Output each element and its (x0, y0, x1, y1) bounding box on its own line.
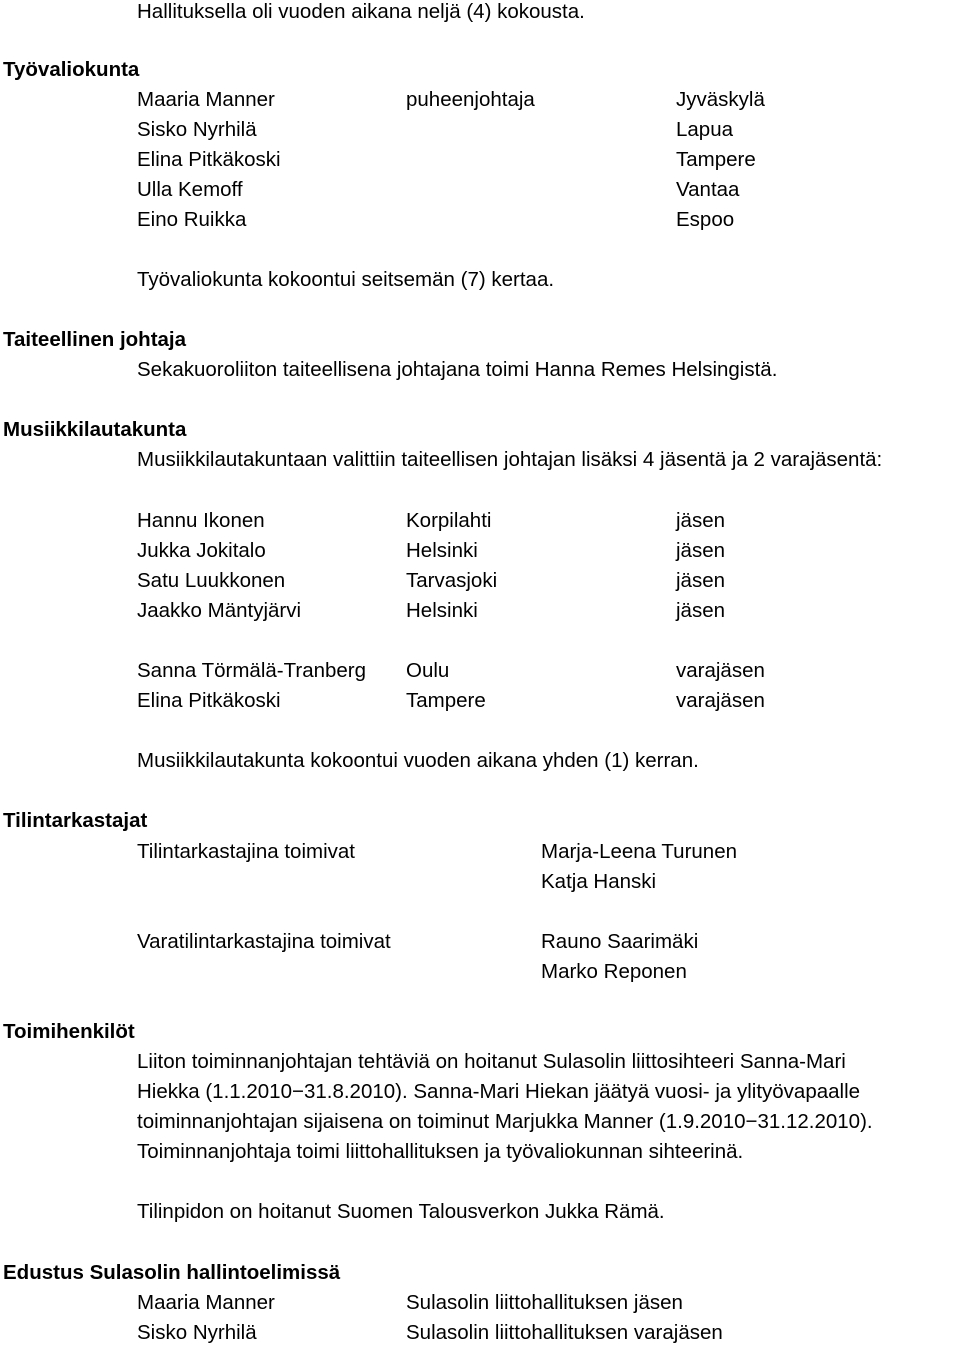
musiikki-note: Musiikkilautakunta kokoontui vuoden aikana yhden (1) kerran. (137, 749, 699, 772)
toimihenkilot-paragraph-line: toiminnanjohtajan sijaisena on toiminut Marjukka Manner (1.9.2010−31.12.2010). (137, 1110, 873, 1133)
deputy-auditor-name: Rauno Saarimäki (541, 930, 699, 953)
tyovaliokunta-member-name: Sisko Nyrhilä (137, 118, 257, 141)
edustus-role: Sulasolin liittohallituksen jäsen (406, 1291, 683, 1314)
musiikki-deputy-role: varajäsen (676, 689, 765, 712)
edustus-name: Maaria Manner (137, 1291, 275, 1314)
edustus-heading: Edustus Sulasolin hallintoelimissä (3, 1261, 341, 1284)
tyovaliokunta-member-name: Maaria Manner (137, 88, 275, 111)
musiikki-member-role: jäsen (676, 599, 726, 622)
tyovaliokunta-member-name: Elina Pitkäkoski (137, 148, 281, 171)
musiikki-deputy-role: varajäsen (676, 659, 765, 682)
musiikki-member-name: Jaakko Mäntyjärvi (137, 599, 302, 622)
musiikki-member-city: Korpilahti (406, 509, 492, 532)
intro-text: Hallituksella oli vuoden aikana neljä (4) kokousta. (137, 0, 585, 23)
tyovaliokunta-member-role: puheenjohtaja (406, 88, 535, 111)
tyovaliokunta-member-city: Tampere (676, 148, 756, 171)
musiikki-deputy-city: Tampere (406, 689, 486, 712)
musiikki-intro: Musiikkilautakuntaan valittiin taiteellisen johtajan lisäksi 4 jäsentä ja 2 varajäsentä: (137, 448, 883, 471)
musiikki-member-role: jäsen (676, 539, 726, 562)
musiikki-member-name: Hannu Ikonen (137, 509, 265, 532)
musiikki-member-role: jäsen (676, 509, 726, 532)
musiikki-member-role: jäsen (676, 569, 726, 592)
tilintarkastajat-heading: Tilintarkastajat (3, 809, 148, 832)
musiikki-member-name: Satu Luukkonen (137, 569, 286, 592)
taiteellinen-heading: Taiteellinen johtaja (3, 328, 187, 351)
deputy-auditor-name: Marko Reponen (541, 960, 687, 983)
musiikki-member-city: Tarvasjoki (406, 569, 498, 592)
musiikki-member-name: Jukka Jokitalo (137, 539, 266, 562)
musiikki-deputy-city: Oulu (406, 659, 450, 682)
auditor-name: Katja Hanski (541, 870, 657, 893)
auditors-label: Tilintarkastajina toimivat (137, 840, 355, 863)
musiikki-heading: Musiikkilautakunta (3, 418, 187, 441)
taiteellinen-text: Sekakuoroliiton taiteellisena johtajana toimi Hanna Remes Helsingistä. (137, 358, 778, 381)
tyovaliokunta-member-city: Jyväskylä (676, 88, 765, 111)
tyovaliokunta-member-name: Eino Ruikka (137, 208, 247, 231)
tyovaliokunta-member-city: Espoo (676, 208, 735, 231)
deputy-auditors-label: Varatilintarkastajina toimivat (137, 930, 391, 953)
tyovaliokunta-note: Työvaliokunta kokoontui seitsemän (7) kertaa. (137, 268, 555, 291)
toimihenkilot-heading: Toimihenkilöt (3, 1020, 135, 1043)
musiikki-member-city: Helsinki (406, 539, 478, 562)
musiikki-member-city: Helsinki (406, 599, 478, 622)
musiikki-deputy-name: Sanna Törmälä-Tranberg (137, 659, 367, 682)
tyovaliokunta-member-city: Lapua (676, 118, 734, 141)
edustus-name: Sisko Nyrhilä (137, 1321, 257, 1344)
toimihenkilot-paragraph-line: Liiton toiminnanjohtajan tehtäviä on hoitanut Sulasolin liittosihteeri Sanna-Mari (137, 1050, 846, 1073)
toimihenkilot-paragraph-line: Hiekka (1.1.2010−31.8.2010). Sanna-Mari Hiekan jäätyä vuosi- ja ylityövapaalle (137, 1080, 861, 1103)
tilinpito-text: Tilinpidon on hoitanut Suomen Talousverkon Jukka Rämä. (137, 1200, 665, 1223)
tyovaliokunta-member-name: Ulla Kemoff (137, 178, 243, 201)
tyovaliokunta-member-city: Vantaa (676, 178, 740, 201)
edustus-role: Sulasolin liittohallituksen varajäsen (406, 1321, 723, 1344)
toimihenkilot-paragraph-line: Toiminnanjohtaja toimi liittohallituksen ja työvaliokunnan sihteerinä. (137, 1140, 744, 1163)
tyovaliokunta-heading: Työvaliokunta (3, 58, 140, 81)
musiikki-deputy-name: Elina Pitkäkoski (137, 689, 281, 712)
auditor-name: Marja-Leena Turunen (541, 840, 738, 863)
